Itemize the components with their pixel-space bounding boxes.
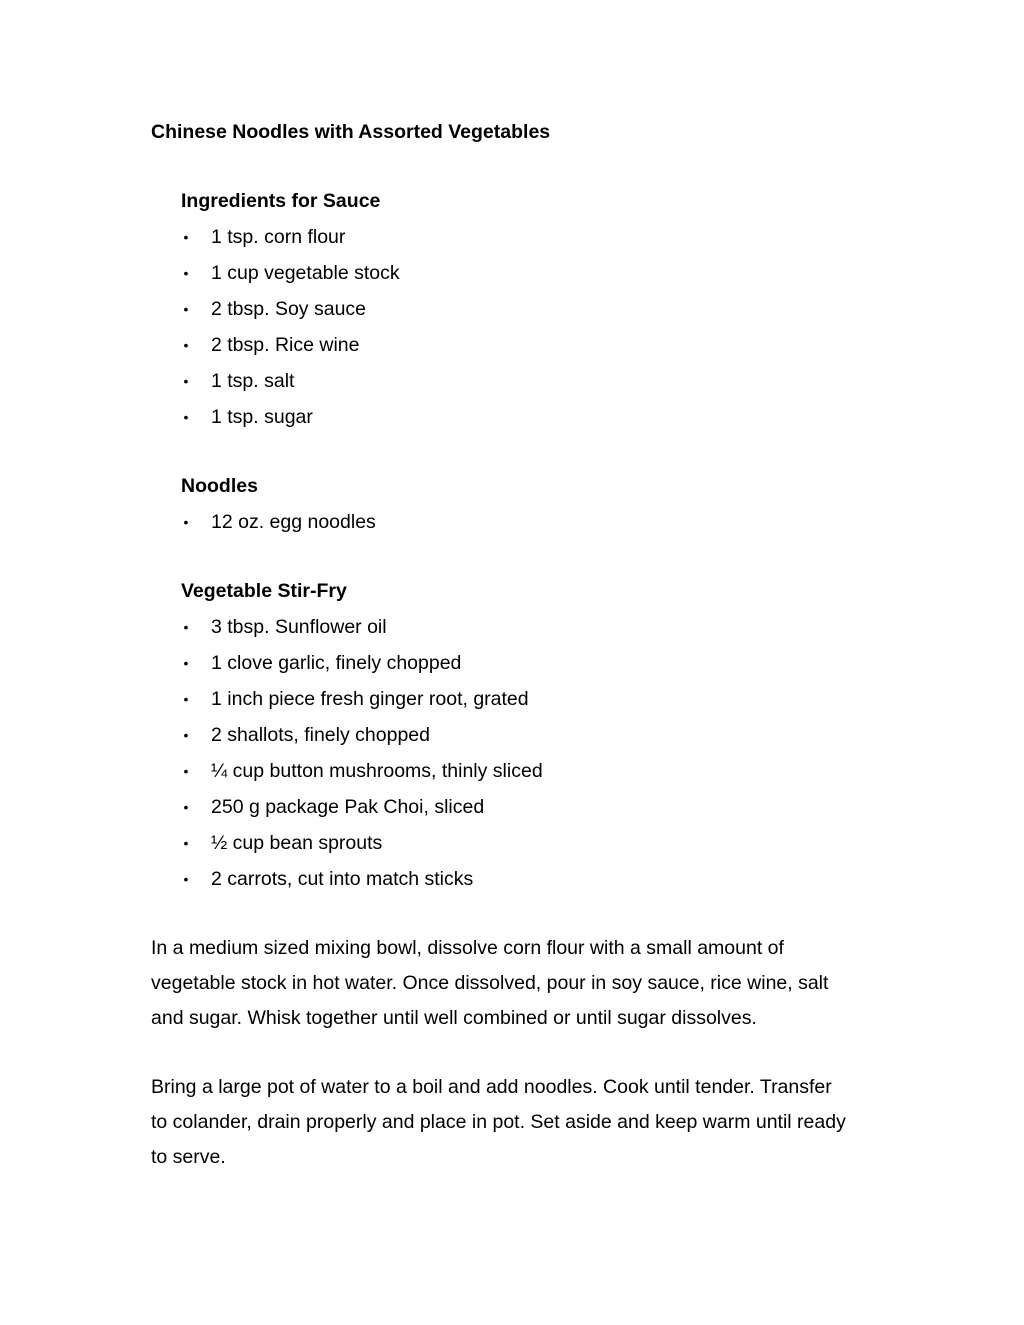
paragraph-line: to serve. xyxy=(151,1146,226,1168)
ingredient-text: 1 tsp. salt xyxy=(211,370,295,392)
recipe-title: Chinese Noodles with Assorted Vegetables xyxy=(151,121,551,143)
ingredient-text: 250 g package Pak Choi, sliced xyxy=(211,796,485,818)
section-heading-sauce: Ingredients for Sauce xyxy=(181,190,381,212)
list-item xyxy=(181,297,400,333)
list-item xyxy=(181,651,543,687)
list-item xyxy=(181,723,543,759)
bullet-icon: • xyxy=(183,337,189,353)
bullet-icon: • xyxy=(183,514,189,530)
ingredient-text: 1 clove garlic, finely chopped xyxy=(211,652,462,674)
ingredient-text: 2 tbsp. Rice wine xyxy=(211,334,360,356)
list-item xyxy=(181,369,400,405)
paragraph-line: vegetable stock in hot water. Once dissolved, pour in soy sauce, rice wine, salt xyxy=(151,972,829,994)
list-item xyxy=(181,405,400,441)
ingredient-text: 1 tsp. corn flour xyxy=(211,226,346,248)
bullet-icon: • xyxy=(183,655,189,671)
list-item xyxy=(181,831,543,867)
bullet-icon: • xyxy=(183,727,189,743)
bullet-icon: • xyxy=(183,871,189,887)
ingredient-text: 12 oz. egg noodles xyxy=(211,511,376,533)
section-stir-fry xyxy=(181,579,543,903)
section-heading-stir-fry: Vegetable Stir-Fry xyxy=(181,580,347,602)
ingredient-text: 2 tbsp. Soy sauce xyxy=(211,298,367,320)
list-item xyxy=(181,225,400,261)
section-sauce xyxy=(181,189,400,441)
ingredient-text: 1 tsp. sugar xyxy=(211,406,313,428)
instruction-paragraph-sauce xyxy=(151,931,891,1036)
ingredient-text: 3 tbsp. Sunflower oil xyxy=(211,616,387,638)
ingredient-list-stir-fry xyxy=(181,615,543,903)
bullet-icon: • xyxy=(183,409,189,425)
list-item xyxy=(181,615,543,651)
bullet-icon: • xyxy=(183,691,189,707)
paragraph-line: and sugar. Whisk together until well combined or until sugar dissolves. xyxy=(151,1007,757,1029)
bullet-icon: • xyxy=(183,373,189,389)
list-item xyxy=(181,510,376,546)
ingredient-text: 1 cup vegetable stock xyxy=(211,262,400,284)
ingredient-list-sauce xyxy=(181,225,400,441)
ingredient-text: 2 shallots, finely chopped xyxy=(211,724,430,746)
ingredient-list-noodles xyxy=(181,510,376,546)
instruction-paragraph-noodles xyxy=(151,1070,891,1175)
ingredient-text: 2 carrots, cut into match sticks xyxy=(211,868,474,890)
ingredient-text: ½ cup bean sprouts xyxy=(211,832,383,854)
bullet-icon: • xyxy=(183,619,189,635)
paragraph-line: to colander, drain properly and place in pot. Set aside and keep warm until ready xyxy=(151,1111,846,1133)
bullet-icon: • xyxy=(183,301,189,317)
bullet-icon: • xyxy=(183,229,189,245)
ingredient-text: ¼ cup button mushrooms, thinly sliced xyxy=(211,760,543,782)
list-item xyxy=(181,867,543,903)
bullet-icon: • xyxy=(183,835,189,851)
bullet-icon: • xyxy=(183,265,189,281)
ingredient-text: 1 inch piece fresh ginger root, grated xyxy=(211,688,529,710)
section-noodles xyxy=(181,474,376,546)
section-heading-noodles: Noodles xyxy=(181,475,258,497)
paragraph-line: In a medium sized mixing bowl, dissolve corn flour with a small amount of xyxy=(151,937,784,959)
list-item xyxy=(181,795,543,831)
list-item xyxy=(181,759,543,795)
bullet-icon: • xyxy=(183,799,189,815)
list-item xyxy=(181,687,543,723)
bullet-icon: • xyxy=(183,763,189,779)
list-item xyxy=(181,333,400,369)
list-item xyxy=(181,261,400,297)
paragraph-line: Bring a large pot of water to a boil and add noodles. Cook until tender. Transfer xyxy=(151,1076,832,1098)
